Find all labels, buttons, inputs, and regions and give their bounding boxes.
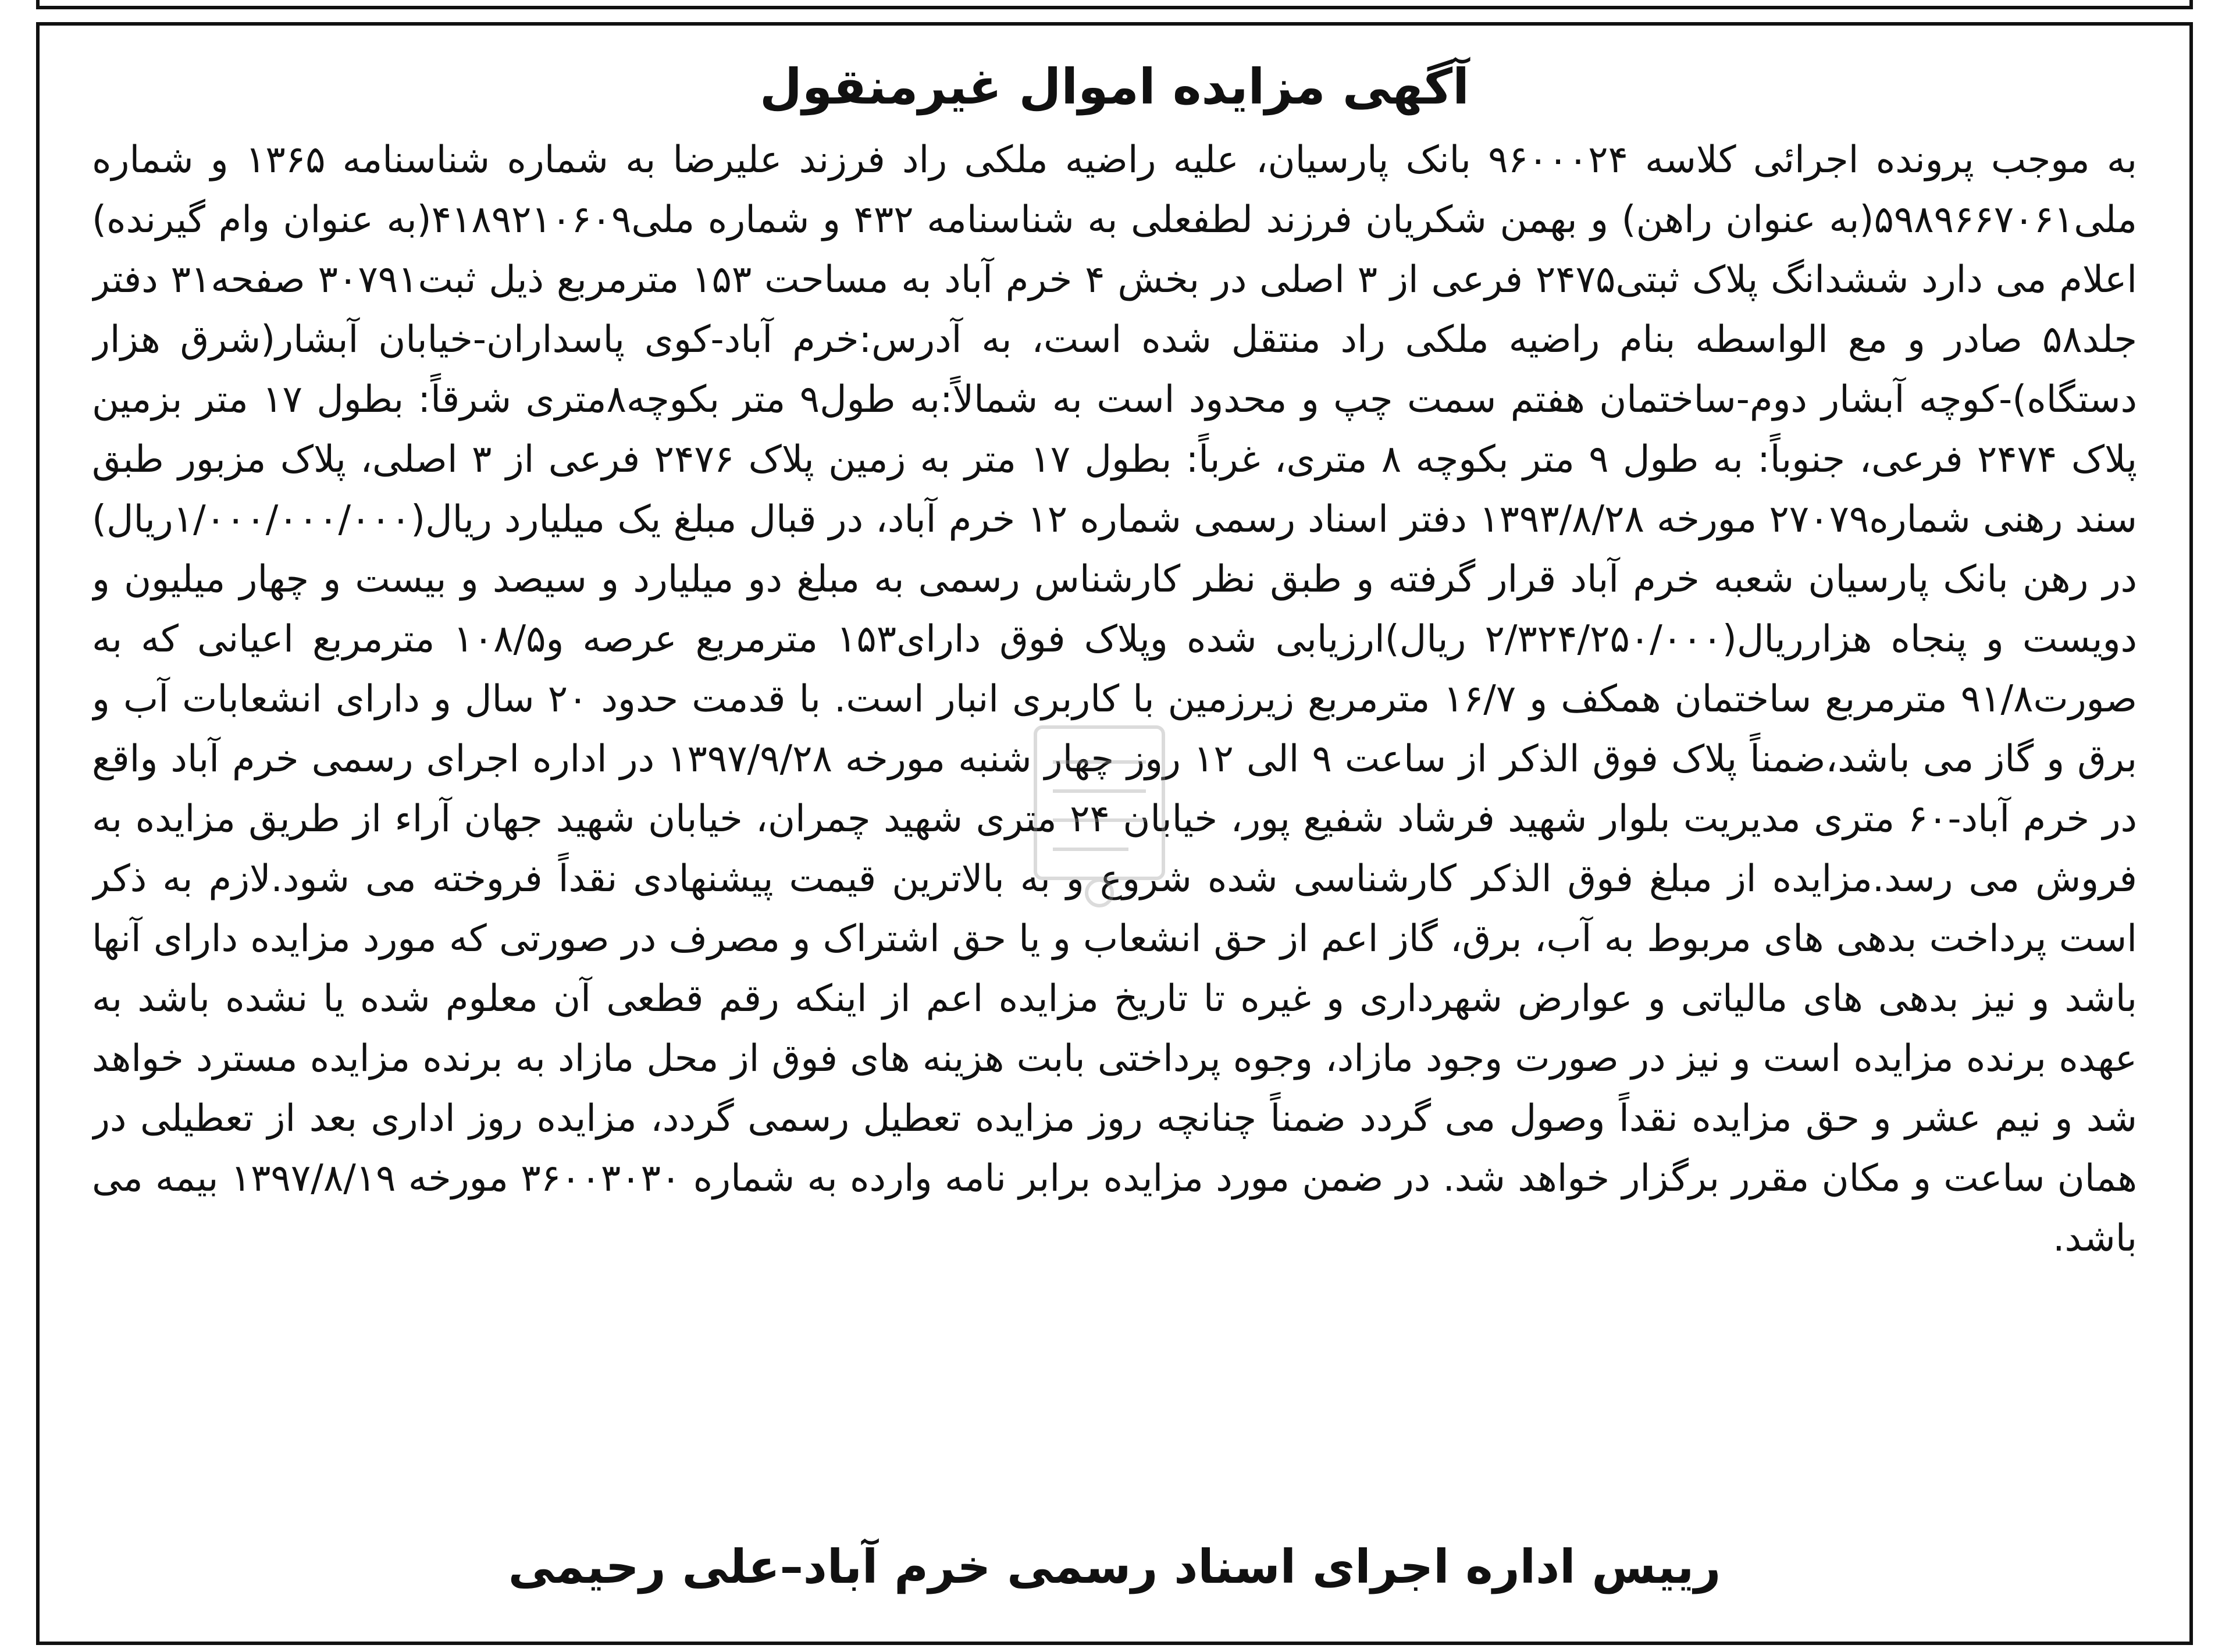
notice-frame bbox=[36, 22, 2193, 1645]
notice-signature: رییس اداره اجرای اسناد رسمی خرم آباد–علی رحیمی bbox=[508, 1540, 1721, 1594]
top-border-rule bbox=[36, 0, 2193, 9]
notice-title: آگهی مزایده اموال غیرمنقول bbox=[760, 58, 1469, 115]
notice-body: به موجب پرونده اجرائی کلاسه ۹۶۰۰۰۲۴ بانک پارسیان، علیه راضیه ملکی راد فرزند علیرضا به شماره شناسنامه ۱۳۶۵ و شماره ملی۵۹۸۹۶۶۷۰۶۱(به عنوان راهن) و بهمن شکریان فرزند لطفعلی به شناسنامه ۴۳۲ و شماره ملی۴۱۸۹۲۱۰۶۰۹(به عنوان وام گیرنده) اعلام می دارد ششدانگ پلاک ثبتی۲۴۷۵ فرعی از ۳ اصلی در بخش ۴ خرم آباد به مساحت ۱۵۳ مترمربع ذیل ثبت۳۰۷۹۱ صفحه۳۱ دفتر جلد۵۸ صادر و مع الواسطه بنام راضیه ملکی راد منتقل شده است، به آدرس:خرم آباد-کوی پاسداران-خیابان آبشار(شرق هزار دستگاه)-کوچه آبشار دوم-ساختمان هفتم سمت چپ و محدود است به شمالاً:به طول۹ متر بکوچه۸متری شرقاً: بطول ۱۷ متر بزمین پلاک ۲۴۷۴ فرعی، جنوباً: به طول ۹ متر بکوچه ۸ متری، غرباً: بطول ۱۷ متر به زمین پلاک ۲۴۷۶ فرعی از ۳ اصلی، پلاک مزبور طبق سند رهنی شماره۲۷۰۷۹ مورخه ۱۳۹۳/۸/۲۸ دفتر اسناد رسمی شماره ۱۲ خرم آباد، در قبال مبلغ یک میلیارد ریال(۱/۰۰۰/۰۰۰/۰۰۰ریال) در رهن بانک پارسیان شعبه خرم آباد قرار گرفته و طبق نظر کارشناس رسمی به مبلغ دو میلیارد و سیصد و بیست و چهار میلیون و دویست و پنجاه هزارریال(۲/۳۲۴/۲۵۰/۰۰۰ ریال)ارزیابی شده وپلاک فوق دارای۱۵۳ مترمربع عرصه و۱۰۸/۵ مترمربع اعیانی که به صورت۹۱/۸ مترمربع ساختمان همکف و ۱۶/۷ مترمربع زیرزمین با کاربری انبار است. با قدمت حدود ۲۰ سال و دارای انشعابات آب و برق و گاز می باشد،ضمناً پلاک فوق الذکر از ساعت ۹ الی ۱۲ روز چهار شنبه مورخه ۱۳۹۷/۹/۲۸ در اداره اجرای رسمی خرم آباد واقع در خرم آباد-۶۰ متری مدیریت بلوار شهید فرشاد شفیع پور، خیابان ۲۴ متری شهید چمران، خیابان شهید جهان آراء از طریق مزایده به فروش می رسد.مزایده از مبلغ فوق الذکر کارشناسی شده شروع و به بالاترین قیمت پیشنهادی نقداً فروخته می شود.لازم به ذکر است پرداخت بدهی های مربوط به آب، برق، گاز اعم از حق انشعاب و یا حق اشتراک و مصرف در صورتی که مورد مزایده دارای آنها باشد و نیز بدهی های مالیاتی و عوارض شهرداری و غیره تا تاریخ مزایده اعم از اینکه رقم قطعی آن معلوم شده یا نشده باشد به عهده برنده مزایده است و نیز در صورت وجود مازاد، وجوه پرداختی بابت هزینه های فوق از محل مازاد به برنده مزایده مسترد خواهد شد و نیم عشر و حق مزایده نقداً وصول می گردد ضمناً چنانچه روز مزایده تعطیل رسمی گردد، مزایده روز اداری بعد از تعطیلی در همان ساعت و مکان مقرر برگزار خواهد شد. در ضمن مورد مزایده برابر نامه وارده به شماره ۳۶۰۰۳۰۳۰ مورخه ۱۳۹۷/۸/۱۹ بیمه می باشد. bbox=[92, 138, 2137, 1260]
